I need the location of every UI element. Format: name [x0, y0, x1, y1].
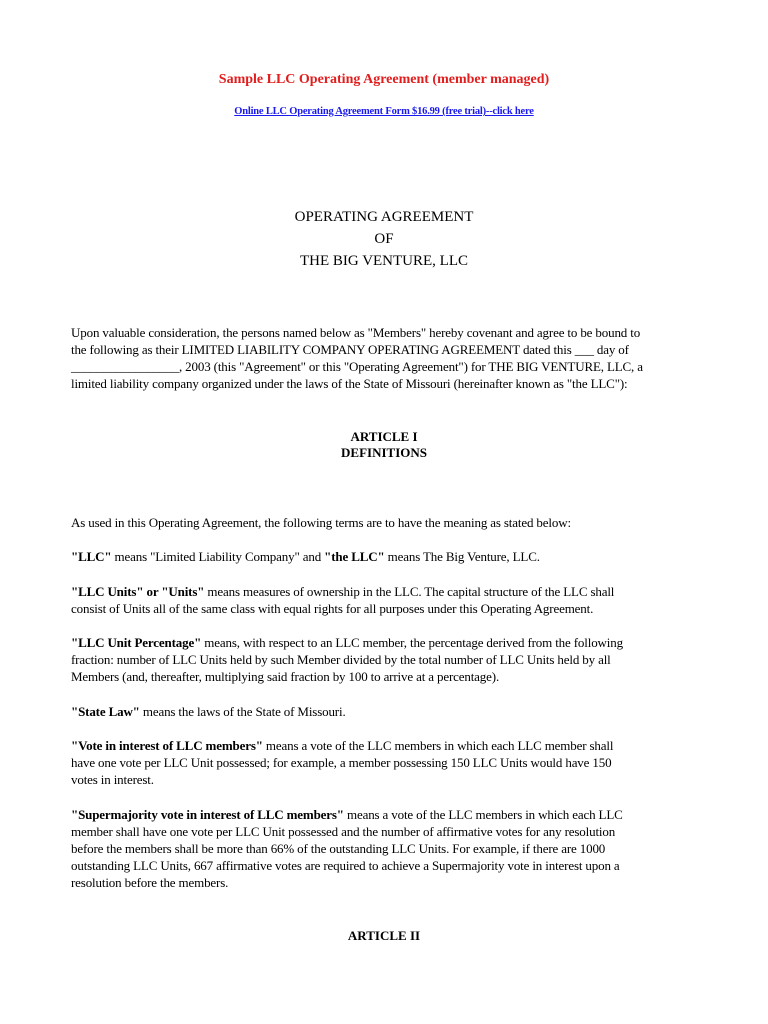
definition-units: "LLC Units" or "Units" means measures of ownership in the LLC. The capital structure of the LLC shall consist of Units all of the same class with equal rights for all purposes under this Operating Agreement.: [71, 584, 615, 616]
agreement-title-of: OF: [374, 231, 394, 247]
term-vote: "Vote in interest of LLC members": [71, 738, 263, 753]
definition-llc: "LLC" means "Limited Liability Company" and "the LLC" means The Big Venture, LLC.: [71, 549, 540, 564]
document-banner-title: Sample LLC Operating Agreement (member managed): [218, 72, 550, 87]
term-the-llc: "the LLC": [324, 549, 385, 564]
definition-supermajority: "Supermajority vote in interest of LLC members" means a vote of the LLC members in which each LLC member shall have one vote per LLC Unit possessed and the number of affirmative votes for any resolution before the members shall be more than 66% of the outstanding LLC Units. For example, if there are 1000 outstanding LLC Units, 667 affirmative votes are required to achieve a Supermajority vote in interest upon a resolution before the members.: [71, 807, 623, 890]
term-state-law: "State Law": [71, 704, 140, 719]
term-units: "LLC Units" or "Units": [71, 584, 205, 599]
promo-link[interactable]: Online LLC Operating Agreement Form $16.99 (free trial)--click here: [234, 106, 534, 117]
intro-line: _________________, 2003 (this "Agreement" or this "Operating Agreement") for THE BIG VENTURE, LLC, a: [71, 359, 643, 374]
intro-line: limited liability company organized under the laws of the State of Missouri (hereinafter known as "the LLC"):: [71, 376, 628, 391]
term-unit-percentage: "LLC Unit Percentage": [71, 635, 202, 650]
definition-unit-percentage: "LLC Unit Percentage" means, with respect to an LLC member, the percentage derived from the following fraction: number of LLC Units held by such Member divided by the total number of LLC Units held by all Members (and, thereafter, multiplying said fraction by 100 to arrive at a percentage).: [71, 635, 623, 684]
definition-state-law: "State Law" means the laws of the State of Missouri.: [71, 704, 346, 719]
definition-vote: "Vote in interest of LLC members" means a vote of the LLC members in which each LLC member shall have one vote per LLC Unit possessed; for example, a member possessing 150 LLC Units would have 150 votes in interest.: [71, 738, 614, 787]
article-1-label: ARTICLE I: [350, 429, 418, 444]
term-supermajority: "Supermajority vote in interest of LLC members": [71, 807, 344, 822]
intro-paragraph: [71, 324, 701, 392]
intro-line: the following as their LIMITED LIABILITY COMPANY OPERATING AGREEMENT dated this ___ day of: [71, 342, 629, 357]
term-llc: "LLC": [71, 549, 112, 564]
definitions-lead: As used in this Operating Agreement, the following terms are to have the meaning as stated below:: [71, 515, 571, 530]
company-name-heading: THE BIG VENTURE, LLC: [299, 253, 469, 269]
intro-line: Upon valuable consideration, the persons named below as "Members" hereby covenant and agree to be bound to: [71, 325, 641, 340]
article-2-label: ARTICLE II: [347, 928, 421, 943]
agreement-title: OPERATING AGREEMENT: [294, 209, 474, 225]
article-1-title: DEFINITIONS: [341, 445, 427, 460]
